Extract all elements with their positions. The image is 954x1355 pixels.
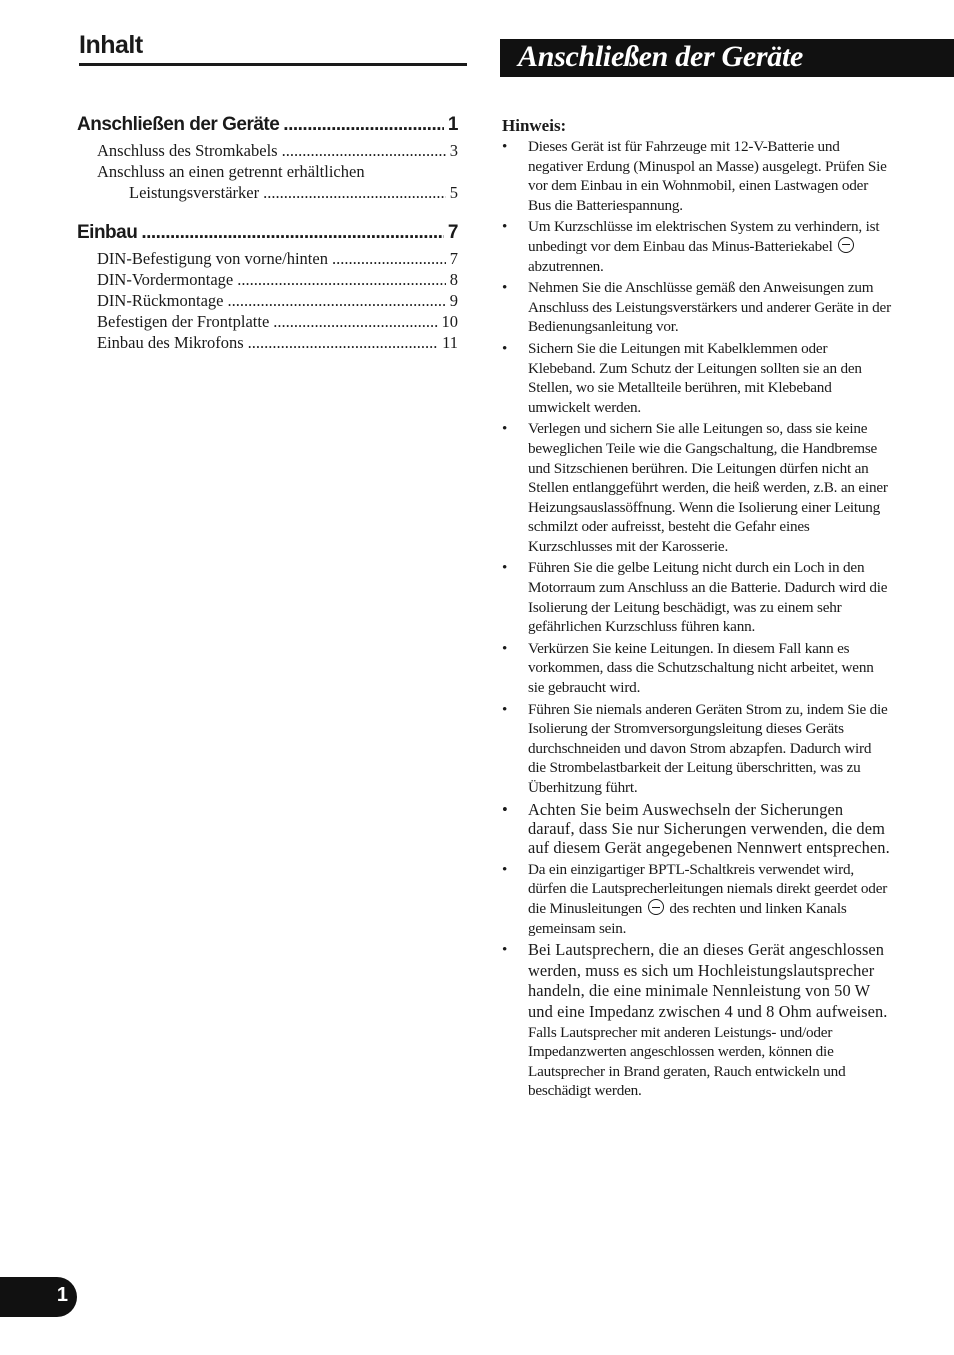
chapter-banner: [500, 39, 954, 77]
minus-terminal-icon: [648, 899, 664, 915]
toc-entry-label: Befestigen der Frontplatte: [97, 312, 270, 331]
note-item: • Führen Sie niemals anderen Geräten Strom zu, indem Sie die Isolierung der Stromversorgungsleitung dieses Geräts durchschneiden und davon Strom abzapfen. Dadurch wird die Strombelastbarkeit der Leitung überschritten, was zu Überhitzung führt.: [502, 700, 892, 798]
toc-entry[interactable]: [97, 290, 458, 311]
minus-terminal-icon: [838, 237, 854, 253]
toc-entry-label: Anschluss des Stromkabels: [97, 141, 278, 160]
note-item: • Verlegen und sichern Sie alle Leitungen so, dass sie keine beweglichen Teile wie die Gangschaltung, die Handbremse und Sitzschienen berühren. Die Leitungen dürfen nicht an Stellen entlanggeführt werden, die heiß werden, z.B. an einer Heizungsauslassöffnung. Wenn die Isolierung einer Leitung schmilzt oder aufreisst, besteht die Gefahr eines Kurzschlusses mit der Karosserie.: [502, 419, 892, 556]
table-of-contents: [77, 112, 458, 353]
toc-section-label: Anschließen der Geräte: [77, 114, 280, 135]
note-item: • Achten Sie beim Auswechseln der Sicherungen darauf, dass Sie nur Sicherungen verwenden, die dem auf diesem Gerät angegebenen Nennwert entsprechen.: [502, 800, 892, 858]
toc-entry[interactable]: [97, 248, 458, 269]
toc-entry-page: 9: [449, 291, 458, 310]
toc-entries: [97, 248, 458, 353]
toc-entry-label: DIN-Rückmontage: [97, 291, 224, 310]
note-list: [502, 137, 892, 1101]
toc-section-page: 7: [447, 222, 458, 243]
toc-section-label: Einbau: [77, 222, 138, 243]
note-item: • Um Kurzschlüsse im elektrischen System zu verhindern, ist unbedingt vor dem Einbau das Minus-Batteriekabel abzutrennen.: [502, 217, 892, 276]
toc-entry-page: 11: [442, 333, 458, 352]
note-heading: Hinweis:: [502, 116, 567, 135]
toc-title: Inhalt: [79, 30, 467, 66]
toc-entry-label: DIN-Befestigung von vorne/hinten: [97, 249, 328, 268]
note-item: • Führen Sie die gelbe Leitung nicht durch ein Loch in den Motorraum zum Anschluss an die Batterie. Dadurch wird die Isolierung der Leitung beschädigt, was zu einem sehr gefährlichen Kurzschluss führen kann.: [502, 558, 892, 636]
note-item: • Verkürzen Sie keine Leitungen. In diesem Fall kann es vorkommen, dass die Schutzschaltung nicht arbeitet, wenn sie gebraucht wird.: [502, 639, 892, 698]
page-number-tab: [0, 1277, 77, 1317]
toc-entry-label-cont: Leistungsverstärker: [129, 183, 260, 202]
toc-entry-page: 10: [441, 312, 458, 331]
toc-section-anschliessen[interactable]: [77, 112, 458, 138]
page-number: 1: [56, 1284, 68, 1306]
note-item: • Dieses Gerät ist für Fahrzeuge mit 12-V-Batterie und negativer Erdung (Minuspol an Masse) ausgelegt. Prüfen Sie vor dem Einbau in ein Wohnmobil, einen Lastwagen oder Bus die Batteriespannung.: [502, 137, 892, 215]
toc-entry[interactable]: [97, 311, 458, 332]
toc-section-einbau[interactable]: [77, 220, 458, 246]
note-item: • Da ein einzigartiger BPTL-Schaltkreis verwendet wird, dürfen die Lautsprecherleitungen niemals direkt geerdet oder die Minusleitungen des rechten und linken Kanals gemeinsam sein.: [502, 860, 892, 938]
toc-section-page: 1: [447, 114, 458, 135]
note-item: • Bei Lautsprechern, die an dieses Gerät angeschlossen werden, muss es sich um Hochleistungslautsprecher handeln, die eine minimale Nennleistung von 50 W und eine Impedanz zwischen 4 und 8 Ohm aufweisen. Falls Lautsprecher mit anderen Leistungs- und/oder Impedanzwerten angeschlossen werden, können die Lautsprecher in Brand geraten, Rauch entwickeln und beschädigt werden.: [502, 940, 892, 1101]
toc-entry[interactable]: [97, 332, 458, 353]
toc-entry-page: 8: [449, 270, 458, 289]
toc-entry-page: 3: [449, 141, 458, 160]
note-item: • Nehmen Sie die Anschlüsse gemäß den Anweisungen zum Anschluss des Leistungsverstärkers und anderer Geräte in der Bedienungsanleitung vor.: [502, 278, 892, 337]
note-item: • Sichern Sie die Leitungen mit Kabelklemmen oder Klebeband. Zum Schutz der Leitungen sollten sie an den Stellen, wo sie Metallteile berühren, mit Klebeband umwickelt werden.: [502, 339, 892, 417]
toc-entry-label: DIN-Vordermontage: [97, 270, 234, 289]
notes-column: [502, 115, 892, 1103]
toc-entry-label: Einbau des Mikrofons: [97, 333, 244, 352]
toc-entry-page: 5: [449, 183, 458, 202]
chapter-title: Anschließen der Geräte: [518, 40, 804, 73]
toc-entries: [97, 140, 458, 203]
toc-entry[interactable]: [97, 140, 458, 161]
toc-entry[interactable]: [97, 269, 458, 290]
toc-entry-label: Anschluss an einen getrennt erhältlichen: [97, 162, 365, 181]
toc-entry[interactable]: [97, 161, 458, 203]
toc-entry-page: 7: [449, 249, 458, 268]
